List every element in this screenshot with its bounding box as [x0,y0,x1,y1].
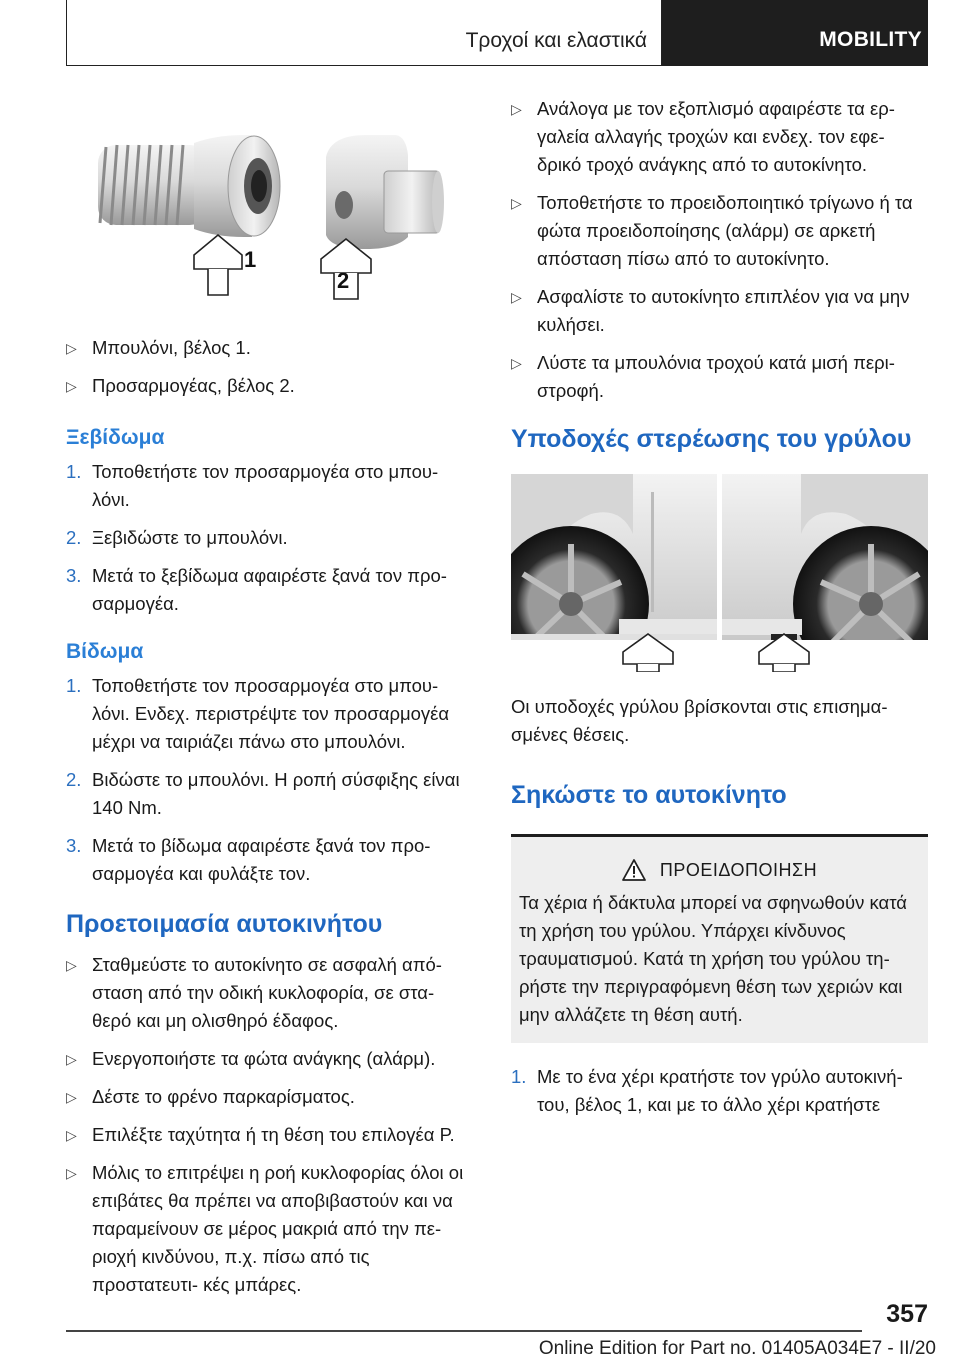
page-header [66,0,928,66]
step-item: 2. Ξεβιδώστε το μπουλόνι. [66,527,288,548]
section-tab [66,0,662,66]
screw-steps [66,672,476,888]
callout-2: 2 [337,268,350,293]
jack-points-caption: Οι υποδοχές γρύλου βρίσκονται στις επισημα‐ σμένες θέσεις. [511,696,888,745]
list-item: ▷ Μπουλόνι, βέλος 1. [66,334,476,362]
warning-text: Τα χέρια ή δάκτυλα μπορεί να σφηνωθούν κατά τη χρήση του γρύλου. Υπάρχει κίνδυνος τραυματισμού. Κατά τη χρήση του γρύλου τη‐ ρήστε την περιγραφόμενη θέση των χεριών και μην αλλάζετε τη θέση αυτή. [519,892,907,1025]
list-item: ▷ Μόλις το επιτρέψει η ροή κυκλοφορίας όλοι οι επιβάτες θα πρέπει να αποβιβαστούν και να παραμείνουν σε μέρος μακριά από την πε‐ ριοχή κινδύνου, π.χ. πίσω από τις προστατευτι‐ κές μπάρες. [66,1159,476,1299]
callout-1: 1 [244,247,257,272]
chapter-tab [662,0,928,66]
step-item: 3. Μετά το βίδωμα αφαιρέστε ξανά τον προ‐ σαρμογέα και φυλάξτε τον. [66,835,431,884]
list-item: ▷ Ενεργοποιήστε τα φώτα ανάγκης (αλάρμ). [66,1045,476,1073]
step-item: 2. Βιδώστε το μπουλόνι. Η ροπή σύσφιξης είναι 140 Nm. [66,769,460,818]
section-title: Τροχοί και ελαστικά [465,29,647,52]
left-column [66,95,476,1309]
jack-points-heading: Υποδοχές στερέωσης του γρύλου [511,425,912,453]
lift-steps [511,1063,928,1119]
adapter [326,135,444,249]
footer-divider [66,1330,862,1332]
chapter-title: MOBILITY [819,28,922,51]
list-item: ▷ Επιλέξτε ταχύτητα ή τη θέση του επιλογέα P. [66,1121,476,1149]
warning-icon [622,859,646,881]
list-item: ▷ Σταθμεύστε το αυτοκίνητο σε ασφαλή από‐ σταση από την οδική κυκλοφορία, σε στα‐ θερό και μη ολισθηρό έδαφος. [66,951,476,1035]
warning-box [511,834,928,1043]
jack-points-illustration [511,474,928,672]
prep-continued-list [511,95,928,405]
unscrew-steps [66,458,476,618]
list-item: ▷ Τοποθετήστε το προειδοποιητικό τρίγωνο ή τα φώτα προειδοποίησης (αλάρμ) σε αρκετή απόσταση πίσω από το αυτοκίνητο. [511,189,928,273]
list-item: ▷ Λύστε τα μπουλόνια τροχού κατά μισή περι‐ στροφή. [511,349,928,405]
bolt-thread [98,145,208,225]
prep-heading: Προετοιμασία αυτοκινήτου [66,910,383,938]
list-item: ▷ Προσαρμογέας, βέλος 2. [66,372,476,400]
lift-heading: Σηκώστε το αυτοκίνητο [511,781,787,809]
unscrew-heading: Ξεβίδωμα [66,426,165,449]
right-column [511,95,928,1129]
step-item: 3. Μετά το ξεβίδωμα αφαιρέστε ξανά τον προ‐ σαρμογέα. [66,565,447,614]
warning-title: ΠΡΟΕΙΔΟΠΟΙΗΣΗ [659,859,818,880]
footer-edition: Online Edition for Part no. 01405A034E7 - II/20 [538,1338,936,1359]
prep-list [66,951,476,1299]
bolt-parts-list [66,334,476,400]
step-item: 1. Τοποθετήστε τον προσαρμογέα στο μπου‐ λόνι. Ενδεχ. περιστρέψτε τον προσαρμογέα μέχρι να ταιριάζει πάνω στο μπουλόνι. [66,675,450,752]
list-item: ▷ Δέστε το φρένο παρκαρίσματος. [66,1083,476,1111]
wheel-bolt-illustration [66,95,476,301]
step-item: 1. Τοποθετήστε τον προσαρμογέα στο μπου‐ λόνι. [66,461,439,510]
arrow-1-callout [194,235,256,295]
page-number: 357 [886,1300,928,1328]
screw-heading: Βίδωμα [66,640,144,663]
step-item: 1. Με το ένα χέρι κρατήστε τον γρύλο αυτοκινή‐ του, βέλος 1, και με το άλλο χέρι κρατήστε [511,1066,903,1115]
list-item: ▷ Ασφαλίστε το αυτοκίνητο επιπλέον για να μην κυλήσει. [511,283,928,339]
list-item: ▷ Ανάλογα με τον εξοπλισμό αφαιρέστε τα ερ‐ γαλεία αλλαγής τροχών και ενδεχ. τον εφε‐ δρικό τροχό ανάγκης από το αυτοκίνητο. [511,95,928,179]
